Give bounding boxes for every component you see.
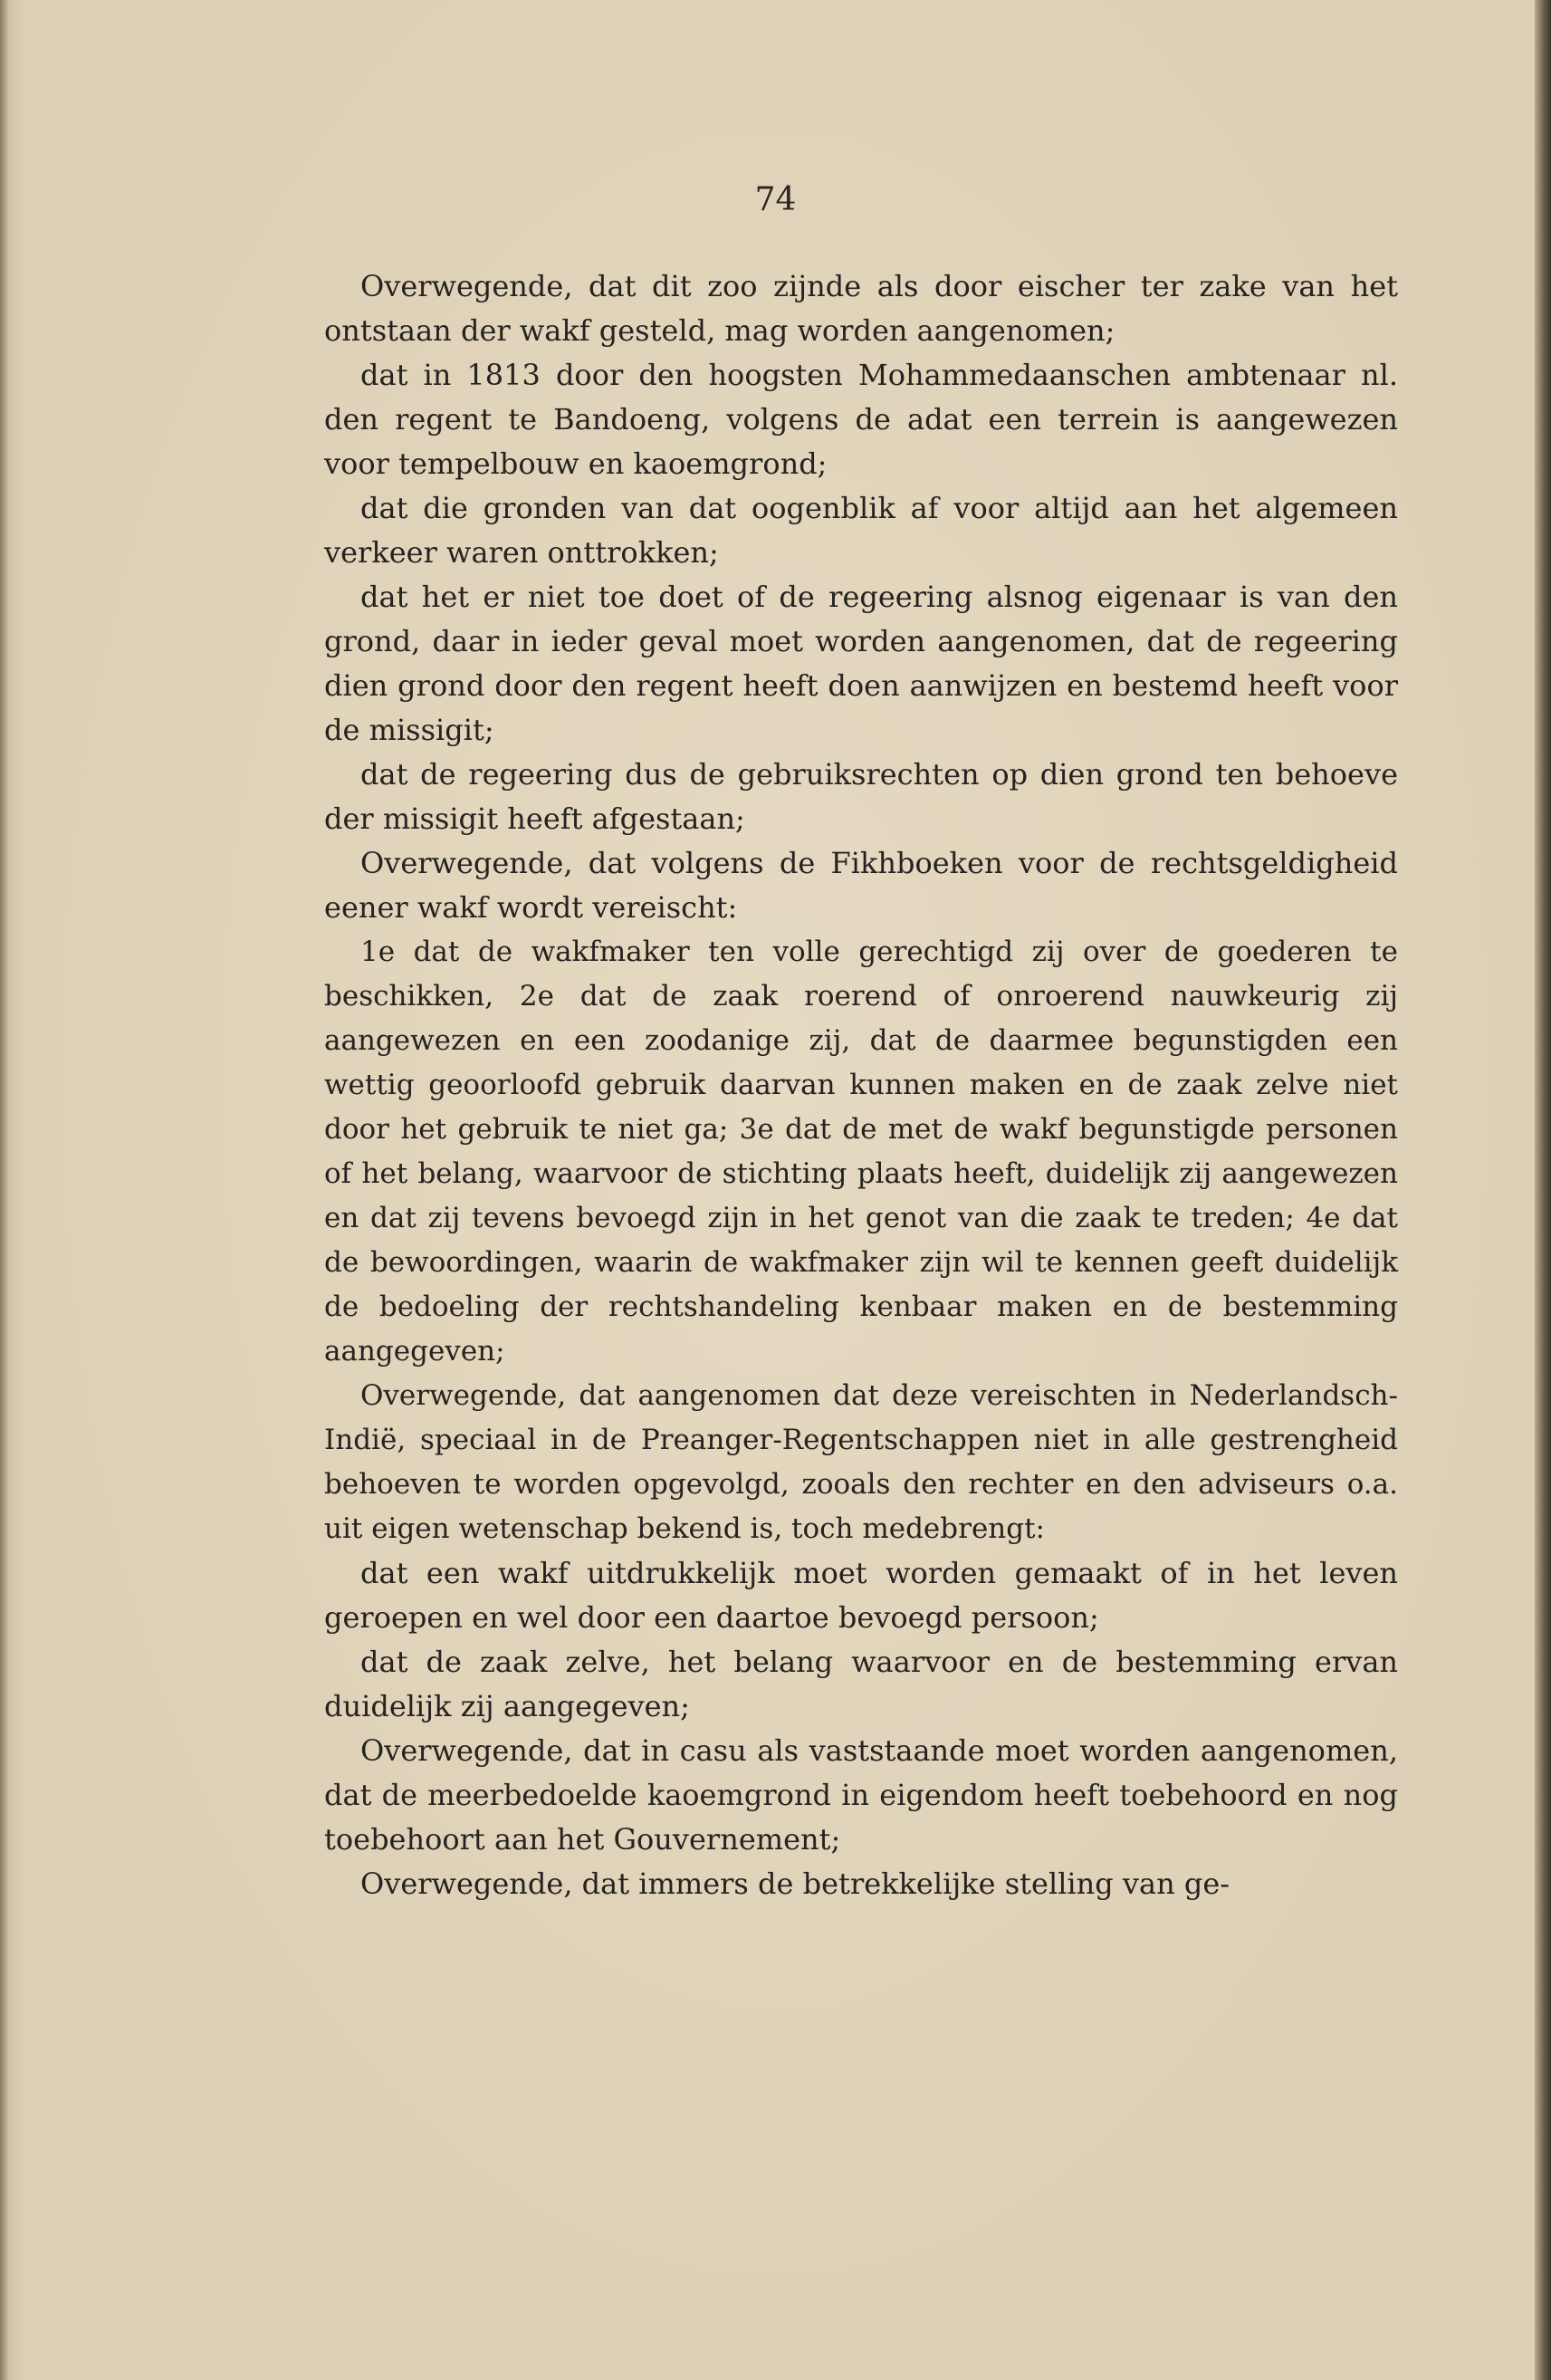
body-text (324, 264, 1398, 1906)
paragraph-zaak-zelve: dat de zaak zelve, het belang waarvoor en de bestemming ervan duidelijk zij aangegeven; (324, 1645, 1398, 1723)
paragraph-overwegende-wakf-gesteld: Overwegende, dat dit zoo zijnde als door eischer ter zake van het ontstaan der wakf gesteld, mag worden aangenomen; (324, 269, 1398, 348)
paragraph-gronden-onttrokken: dat die gronden van dat oogenblik af voor altijd aan het algemeen verkeer waren onttrokken; (324, 491, 1398, 570)
paragraph-nederlandsch-indie: Overwegende, dat aangenomen dat deze vereischten in Nederlandsch-Indië, speciaal in de Preanger-Regentschappen niet in alle gestrengheid behoeven te worden opgevolgd, zooals den rechter en den adviseurs o.a. uit eigen wetenschap bekend is, toch medebrengt: (324, 1379, 1398, 1545)
page-number: 74 (754, 181, 797, 218)
paragraph-betrekkelijke-stelling: Overwegende, dat immers de betrekkelijke stelling van ge- (360, 1867, 1230, 1901)
paragraph-uitdrukkelijk: dat een wakf uitdrukkelijk moet worden gemaakt of in het leven geroepen en wel door een daartoe bevoegd persoon; (324, 1556, 1398, 1635)
paragraph-gebruiksrechten: dat de regeering dus de gebruiksrechten op dien grond ten behoeve der missigit heeft afgestaan; (324, 757, 1398, 836)
paragraph-regeering-eigenaar: dat het er niet toe doet of de regeering alsnog eigenaar is van den grond, daar in ieder geval moet worden aangenomen, dat de regeering dien grond door den regent heeft doen aanwijzen en bestemd heeft voor de missigit; (324, 580, 1398, 747)
paragraph-fikhboeken: Overwegende, dat volgens de Fikhboeken voor de rechtsgeldigheid eener wakf wordt vereischt: (324, 846, 1398, 925)
page-right-edge-binding (1535, 0, 1551, 2380)
paragraph-1813-regent-bandoeng: dat in 1813 door den hoogsten Mohammedaanschen ambtenaar nl. den regent te Bandoeng, volgens de adat een terrein is aangewezen voor tempelbouw en kaoemgrond; (324, 358, 1398, 481)
paragraph-kaoemgrond-gouvernement: Overwegende, dat in casu als vaststaande moet worden aangenomen, dat de meerbedoelde kaoemgrond in eigendom heeft toebehoord en nog toebehoort aan het Gouvernement; (324, 1733, 1398, 1857)
page-left-edge-shadow (0, 0, 9, 2380)
paragraph-vereischten-list: 1e dat de wakfmaker ten volle gerechtigd zij over de goederen te beschikken, 2e dat de zaak roerend of onroerend nauwkeurig zij aangewezen en een zoodanige zij, dat de daarmee begunstigden een wettig geoorloofd gebruik daarvan kunnen maken en de zaak zelve niet door het gebruik te niet ga; 3e dat de met de wakf begunstigde personen of het belang, waarvoor de stichting plaats heeft, duidelijk zij aangewezen en dat zij tevens bevoegd zijn in het genot van die zaak te treden; 4e dat de bewoordingen, waarin de wakfmaker zijn wil te kennen geeft duidelijk de bedoeling der rechtshandeling kenbaar maken en de bestemming aangegeven; (324, 936, 1398, 1368)
